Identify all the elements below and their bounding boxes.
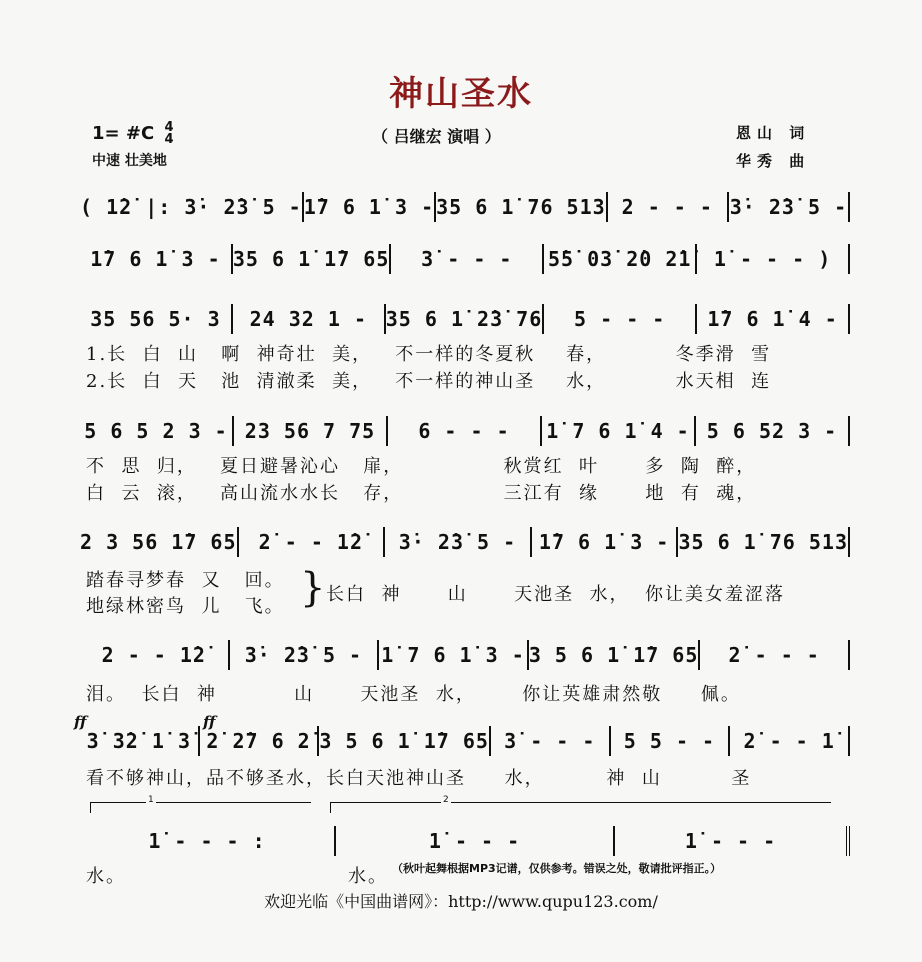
- measure: 1̇ 7 6 1̇ 3 -: [379, 640, 529, 670]
- meter-bottom: 4: [164, 132, 174, 147]
- measure: 1̇ - - -: [615, 826, 850, 856]
- measure: 2̇ - - -: [700, 640, 850, 670]
- measure: 5 6 5 2 3 -: [80, 416, 234, 446]
- notation-row-8: [80, 826, 850, 856]
- performer: （ 吕继宏 演唱 ）: [372, 127, 501, 146]
- measure: 35 6 1̇ 2̇3̇ 76: [386, 304, 545, 334]
- measure: 24 32 1 -: [233, 304, 386, 334]
- measure: 1̇ - - -: [336, 826, 615, 856]
- measure: 3̇· 2̇3̇ 5 -: [385, 527, 532, 557]
- lyric-verse-1-line-1: 1.长 白 山 啊 神奇壮 美， 不一样的冬夏秋 春， 冬季滑 雪: [86, 344, 772, 365]
- notation-row-5: [80, 527, 850, 557]
- key-signature: [92, 122, 174, 146]
- dynamic-mark: ff: [74, 713, 87, 731]
- measure: 6 - - -: [388, 416, 542, 446]
- volta-label: 2: [443, 795, 449, 805]
- measure: 5 5 - -: [611, 726, 731, 756]
- measure: 3 5 6 1̇ 1̇7 65: [319, 726, 491, 756]
- measure: 2 3 56 1̇7 65: [80, 527, 239, 557]
- song-title: 神山圣水: [389, 74, 533, 114]
- measure: ( 1̇2̇ |: 3̇· 2̇3̇ 5 -: [80, 192, 304, 222]
- measure: 5 6 52 3 -: [696, 416, 850, 446]
- measure: 5̇5̇ 03̇ 2̇0 2̇1̇: [544, 244, 697, 274]
- notation-row-3: [80, 304, 850, 334]
- notation-row-4: [80, 416, 850, 446]
- volta-label: 1: [148, 795, 154, 805]
- footer-site-link: 欢迎光临《中国曲谱网》：http://www.qupu123.com/: [264, 892, 658, 911]
- measure: 35 6 1̇ 76 513: [678, 527, 850, 557]
- lyric-verse-2-line-2: 白 云 滚， 高山流水水长 存， 三江有 缘 地 有 魂，: [86, 483, 757, 504]
- measure: 35 56 5· 3: [80, 304, 233, 334]
- measure: 3̇ - - -: [491, 726, 611, 756]
- volta-bracket-1: [90, 795, 311, 813]
- measure: 2̇ - - 1̇2̇: [239, 527, 386, 557]
- measure: 1̇ - - - :: [80, 826, 336, 856]
- key-label: 1= #C: [92, 123, 155, 144]
- notation-row-2: [80, 244, 850, 274]
- dynamic-mark: ff: [203, 713, 216, 731]
- measure: 2 - - -: [608, 192, 729, 222]
- volta-bracket-2: [330, 795, 831, 813]
- notation-row-1: [80, 192, 850, 222]
- lyric-ending-1: 水。: [86, 866, 126, 887]
- measure: 23 56 7 75: [234, 416, 388, 446]
- measure: 2̇ - - 1̇: [730, 726, 850, 756]
- measure: 3̇ - - -: [391, 244, 544, 274]
- lyric-verse-1-line-3: 踏春寻梦春 又 回。: [86, 570, 285, 591]
- measure: 3̇· 2̇3̇ 5 -: [729, 192, 850, 222]
- measure: 35 6 1̇ 76 513: [436, 192, 608, 222]
- time-signature: [164, 122, 173, 146]
- measure: 3̇· 2̇3̇ 5 -: [230, 640, 380, 670]
- lyric-verse-2-line-1: 2.长 白 天 池 清澈柔 美， 不一样的神山圣 水， 水天相 连: [86, 371, 772, 392]
- tempo-marking: 中速 壮美地: [92, 153, 167, 169]
- measure: 35 6 1̇ 1̇7 65: [233, 244, 392, 274]
- measure: 1̇7 6 1̇ 4 -: [697, 304, 850, 334]
- measure: 3 5 6 1̇ 1̇7 65: [529, 640, 701, 670]
- measure: 1̇7 6 1̇ 3 -: [80, 244, 233, 274]
- meter-top: 4: [164, 120, 174, 135]
- transcription-note: （秋叶起舞根据MP3记谱，仅供参考。错误之处，敬请批评指正。）: [392, 862, 722, 875]
- measure: 2 - - 1̇2̇: [80, 640, 230, 670]
- lyric-chorus-line-2: 泪。 长白 神 山 天池圣 水， 你让英雄肃然敬 佩。: [86, 684, 741, 705]
- brace: }: [300, 565, 326, 611]
- measure: 1̇ 7 6 1̇ 4 -: [542, 416, 696, 446]
- lyricist-credit: 恩山 词: [736, 124, 811, 142]
- notation-row-7: [80, 726, 850, 756]
- notation-row-6: [80, 640, 850, 670]
- lyric-chorus-line-1: 长白 神 山 天池圣 水， 你让美女羞涩落: [326, 584, 785, 605]
- measure: 3̇ 3̇2̇ 1̇ 3̇: [80, 726, 200, 756]
- lyric-ending-2: 水。: [348, 866, 388, 887]
- measure: 1̇7 6 1̇ 3 -: [304, 192, 436, 222]
- lyric-verse-2-line-3: 地绿林密鸟 儿 飞。: [86, 596, 285, 617]
- lyric-verse-1-line-2: 不 思 归， 夏日避暑沁心 扉， 秋赏红 叶 多 陶 醉，: [86, 456, 757, 477]
- measure: 5 - - -: [544, 304, 697, 334]
- measure: 2̇ 2̇7 6 2̇: [200, 726, 320, 756]
- composer-credit: 华秀 曲: [736, 152, 811, 170]
- lyric-chorus-line-3: 看不够神山，品不够圣水，长白天池神山圣 水， 神 山 圣: [86, 768, 752, 789]
- measure: 1̇7 6 1̇ 3 -: [532, 527, 679, 557]
- measure: 1̇ - - - ): [697, 244, 850, 274]
